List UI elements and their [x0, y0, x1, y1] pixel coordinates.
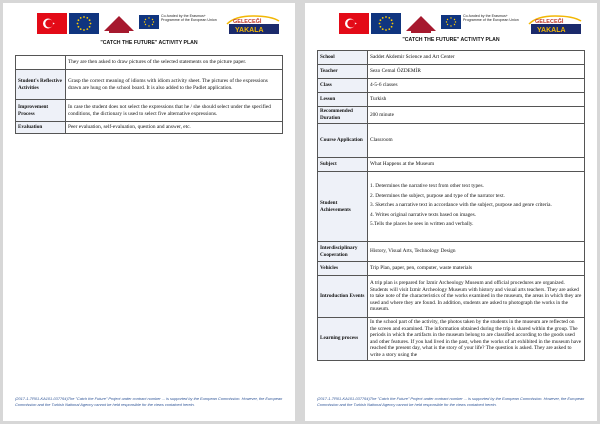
intro-value: A trip plan is prepared for Izmir Archeology Museum and official procedures are organized. Students will visit Izmir Archeology Museum with history and visual arts teachers. They are asked to take note of the characteristics of the works examined in the museum, the areas in which they are used and where they are found. In addition, students are asked to photograph the works in the museum.: [368, 276, 585, 318]
row-value: Grasp the correct meaning of idioms with idiom activity sheet. The pictures of the expressions drawn are hung on the school board. It is also added to the Padlet application.: [66, 70, 283, 100]
achievement-item: 5.Tells the places he sees in written and verbally.: [370, 221, 474, 228]
row-label: Student's Reflective Activities: [16, 70, 66, 100]
achievement-item: 2. Determines the subject, purpose and type of the narrator text.: [370, 192, 505, 199]
achievements-value: [368, 172, 585, 242]
application-label: Course Application: [318, 124, 368, 158]
school-emblem-logo: [403, 13, 439, 35]
gelecegi-yakala-logo: [225, 13, 281, 35]
row-label: [16, 56, 66, 70]
eu-disclaimer-footer: (2017-1-TR01-KA101-037764)The "Catch the Future" Project under contract number ... is supported by the European Commission. However, the European Commission and the Turkish National Agency cannot be held responsible for the views contained herein.: [317, 395, 585, 407]
header-logos: [313, 13, 589, 35]
intro-label: Introduction Events: [318, 276, 368, 318]
subject-value: What Happens at the Museum: [368, 158, 585, 172]
table-row: [318, 79, 585, 93]
svg-text:YAKALA: YAKALA: [235, 27, 264, 34]
lesson-label: Lesson: [318, 93, 368, 107]
duration-label: Recommended Duration: [318, 107, 368, 124]
turkish-flag-logo: [37, 13, 67, 34]
turkish-flag-logo: [339, 13, 369, 34]
svg-text:GELECEĞİ: GELECEĞİ: [233, 19, 262, 25]
table-row: [318, 158, 585, 172]
cofunded-text: Co-funded by the Erasmus+ Programme of the European Union: [463, 14, 519, 23]
eu-disclaimer-footer: (2017-1-TR01-KA101-037764)The "Catch the Future" Project under contract number ... is supported by the European Commission. However, the European Commission and the Turkish National Agency cannot be held responsible for the views contained herein.: [15, 395, 283, 407]
class-label: Class: [318, 79, 368, 93]
vehicles-value: Trip Plan, paper, pen, computer, waste materials: [368, 262, 585, 276]
cofunded-text: Co-funded by the Erasmus+ Programme of the European Union: [161, 14, 217, 23]
gelecegi-yakala-logo: [527, 13, 583, 35]
table-row: [318, 93, 585, 107]
eu-flag-logo: [69, 13, 99, 34]
eu-emblem-small-logo: [139, 15, 159, 29]
application-value: Classroom: [368, 124, 585, 158]
interdisciplinary-value: History, Visual Arts, Technology Design: [368, 242, 585, 262]
table-row: [16, 100, 283, 122]
table-row: [318, 276, 585, 318]
learning-label: Learning process: [318, 318, 368, 361]
school-value: Saddet Akdemir Science and Art Center: [368, 51, 585, 65]
row-value: Peer evaluation, self-evaluation, question and answer, etc.: [66, 122, 283, 134]
row-label: Improvement Process: [16, 100, 66, 122]
class-value: 4-5-6 classes: [368, 79, 585, 93]
plan-title: "CATCH THE FUTURE" ACTIVITY PLAN: [402, 37, 500, 43]
svg-text:GELECEĞİ: GELECEĞİ: [535, 19, 564, 25]
document-page-left: [3, 3, 295, 421]
table-row: [318, 107, 585, 124]
subject-label: Subject: [318, 158, 368, 172]
table-row: [318, 51, 585, 65]
lesson-value: Turkish: [368, 93, 585, 107]
svg-text:YAKALA: YAKALA: [537, 27, 566, 34]
learning-value: In the school part of the activity, the photos taken by the students in the museum are reflected on the screen and examined. The information obtained during the trip is shared within the group. The periods in which the artifacts in the museum belong to are classified according to the goods used and other features. If you had lived in the past, when the works of art exhibited in the museum have reached the present day, what is the story of your life? The question is asked. They are asked to write a story using the: [368, 318, 585, 361]
activity-plan-table: [15, 55, 283, 134]
row-value: They are then asked to draw pictures of the selected statements on the picture paper.: [66, 56, 283, 70]
teacher-label: Teacher: [318, 65, 368, 79]
table-row: [16, 122, 283, 134]
eu-emblem-small-logo: [441, 15, 461, 29]
table-row: [318, 242, 585, 262]
table-row: [16, 70, 283, 100]
school-label: School: [318, 51, 368, 65]
achievement-item: 3. Sketches a narrative text in accordance with the subject, purpose and genre criteria.: [370, 202, 552, 209]
achievement-item: 4. Writes original narrative texts based on images.: [370, 211, 477, 218]
table-row: [318, 124, 585, 158]
plan-title: "CATCH THE FUTURE" ACTIVITY PLAN: [100, 40, 198, 46]
interdisciplinary-label: Interdisciplinary Cooperation: [318, 242, 368, 262]
achievements-label: Student Achievements: [318, 172, 368, 242]
activity-plan-table: [317, 50, 585, 361]
row-value: In case the student does not select the expressions that he / she should select under the specified conditions, the dictionary is used to select five alternative expressions.: [66, 100, 283, 122]
table-row: [318, 318, 585, 361]
table-row: [16, 56, 283, 70]
vehicles-label: Vehicles: [318, 262, 368, 276]
table-row: [318, 65, 585, 79]
table-row: [318, 172, 585, 242]
achievement-item: 1. Determines the narrative text from other text types.: [370, 183, 484, 190]
school-emblem-logo: [101, 13, 137, 35]
duration-value: 200 minute: [368, 107, 585, 124]
row-label: Evaluation: [16, 122, 66, 134]
header-logos: [11, 13, 287, 35]
document-page-right: [305, 3, 597, 421]
eu-flag-logo: [371, 13, 401, 34]
table-row: [318, 262, 585, 276]
teacher-value: Sezo Cemal ÖZDEMİR: [368, 65, 585, 79]
